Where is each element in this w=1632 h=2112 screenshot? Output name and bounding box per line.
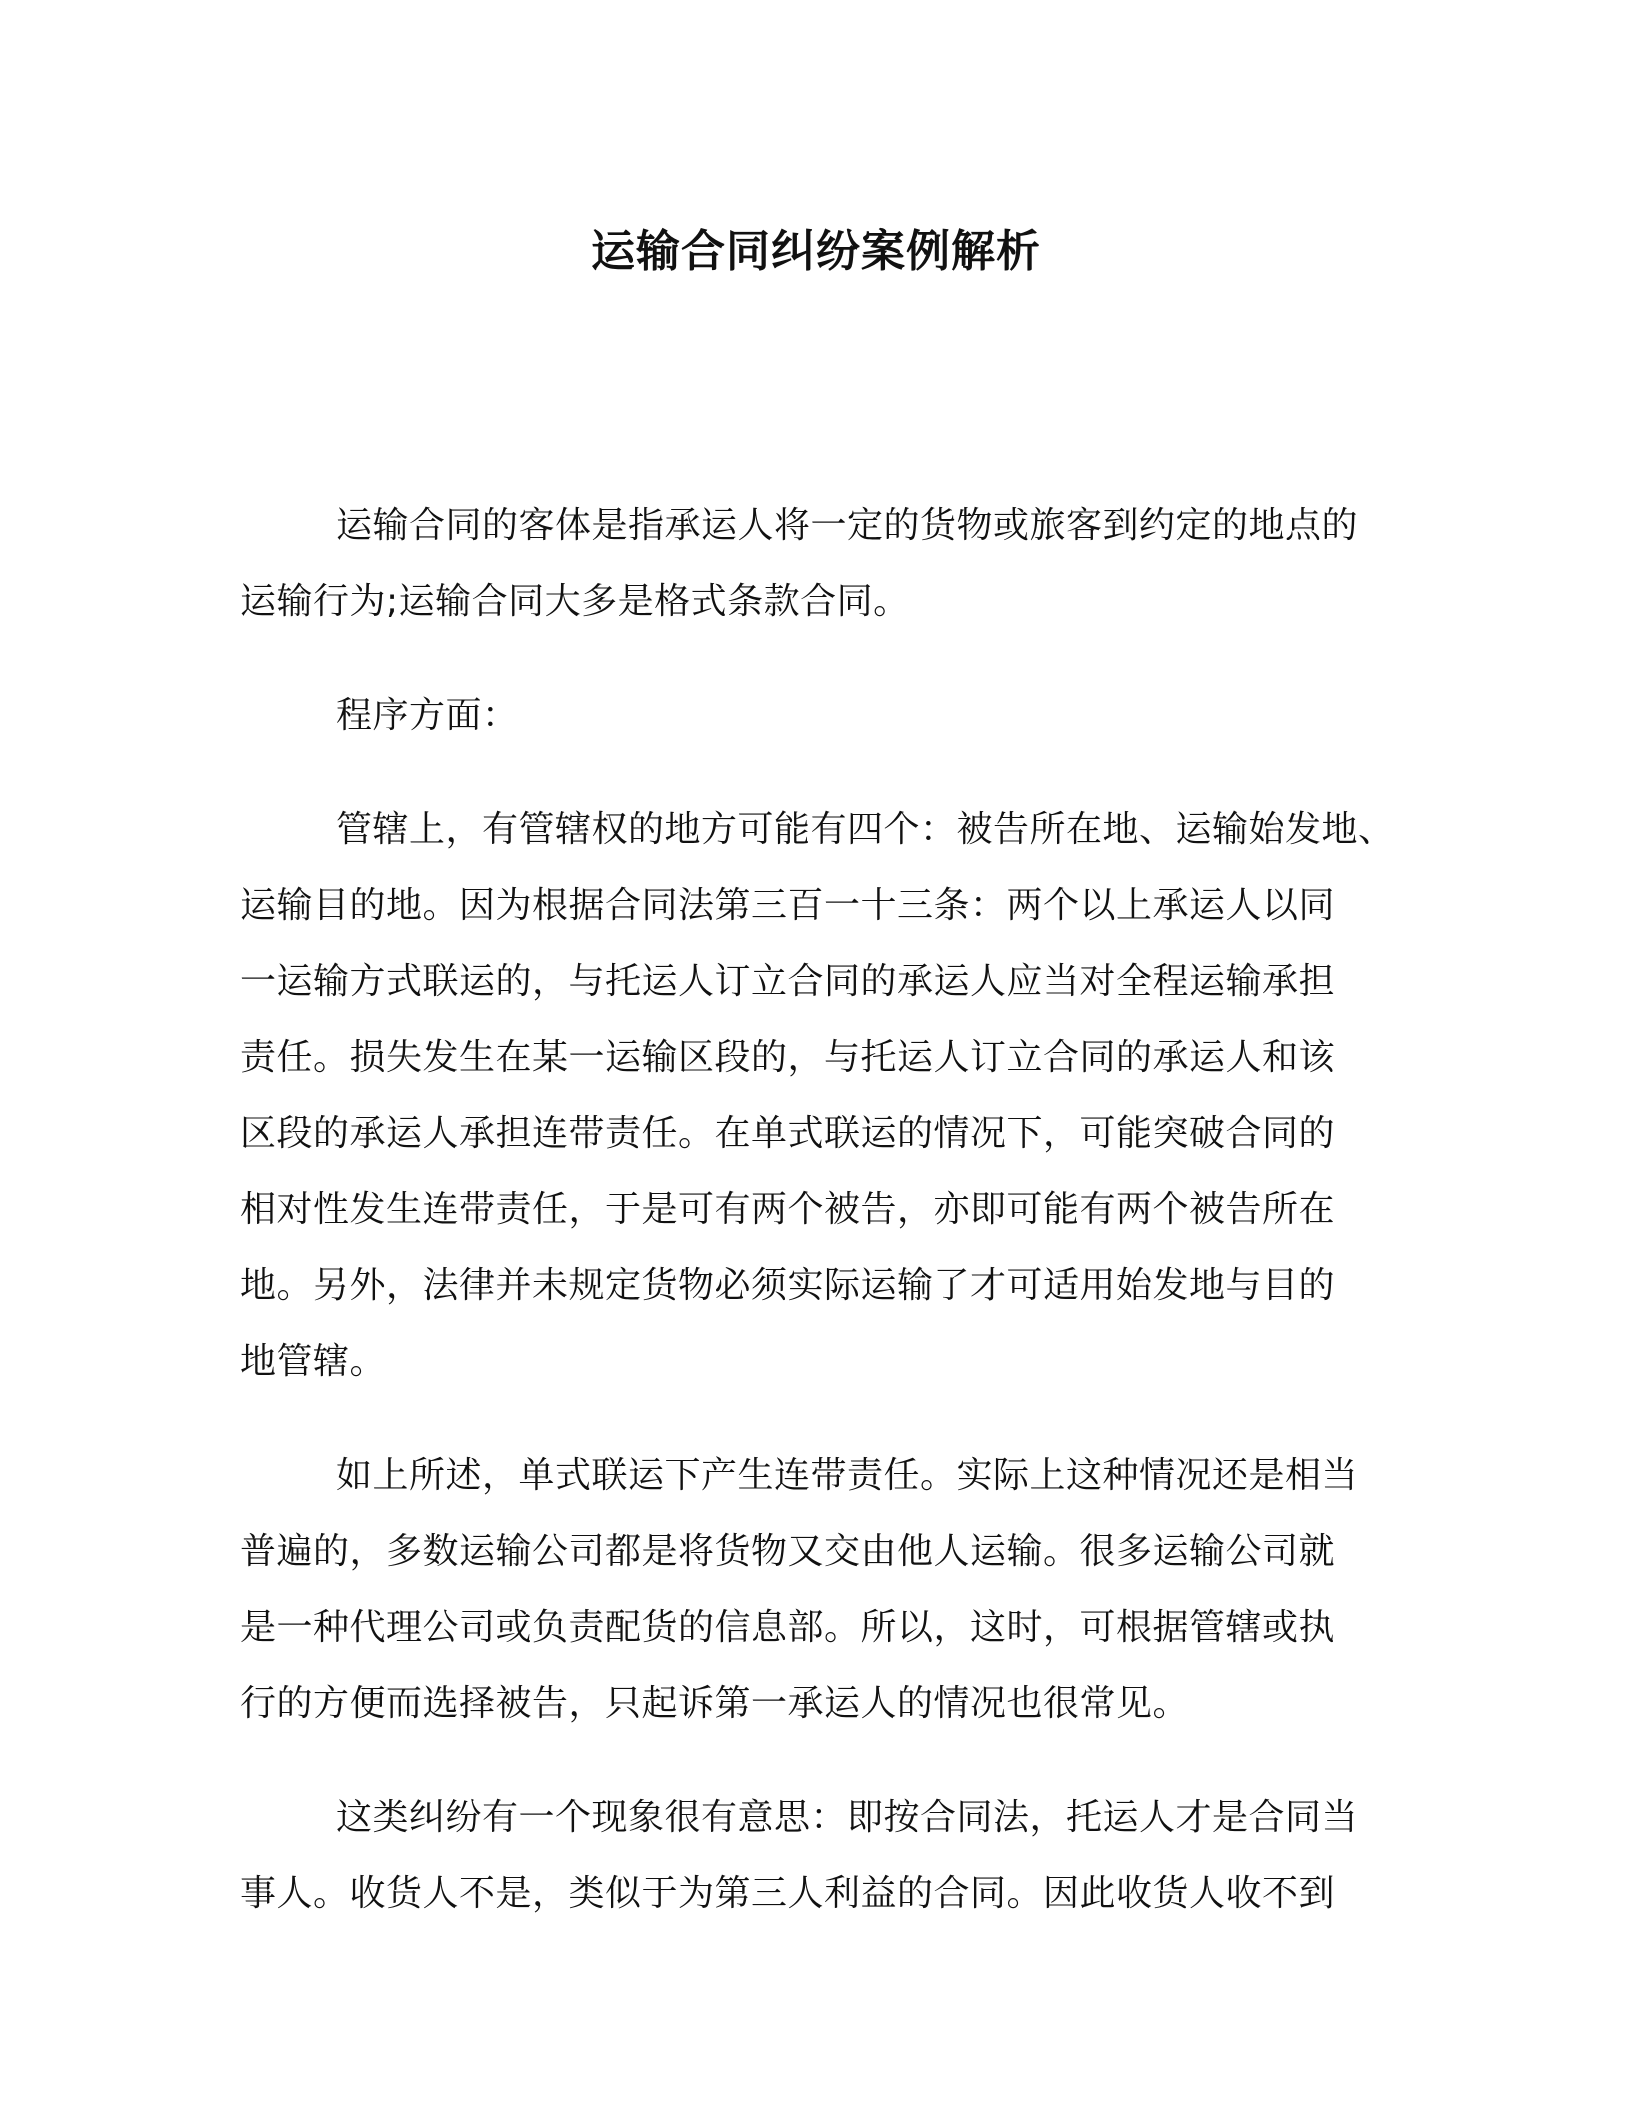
paragraph-4: 如上所述，单式联运下产生连带责任。实际上这种情况还是相当 普遍的，多数运输公司都是将货物又交由他人运输。很多运输公司就 是一种代理公司或负责配货的信息部。所以，这时，可根据管辖或执 行的方便而选择被告，只起诉第一承运人的情况也很常见。 — [240, 1455, 1359, 1724]
paragraph-2: 程序方面： — [336, 695, 519, 736]
document-body — [240, 488, 1400, 1970]
paragraph-5: 这类纠纷有一个现象很有意思：即按合同法，托运人才是合同当 事人。收货人不是，类似于为第三人利益的合同。因此收货人收不到 — [240, 1797, 1359, 1914]
paragraph-3: 管辖上，有管辖权的地方可能有四个：被告所在地、运输始发地、 运输目的地。因为根据合同法第三百一十三条：两个以上承运人以同 一运输方式联运的，与托运人订立合同的承运人应当对全程运输承担 责任。损失发生在某一运输区段的，与托运人订立合同的承运人和该 区段的承运人承担连带责任。在单式联运的情况下，可能突破合同的 相对性发生连带责任，于是可有两个被告，亦即可能有两个被告所在 地。另外，法律并未规定货物必须实际运输了才可适用始发地与目的 地管辖。 — [240, 809, 1395, 1382]
document-title: 运输合同纠纷案例解析 — [591, 226, 1041, 277]
paragraph-1: 运输合同的客体是指承运人将一定的货物或旅客到约定的地点的 运输行为;运输合同大多是格式条款合同。 — [240, 505, 1359, 622]
